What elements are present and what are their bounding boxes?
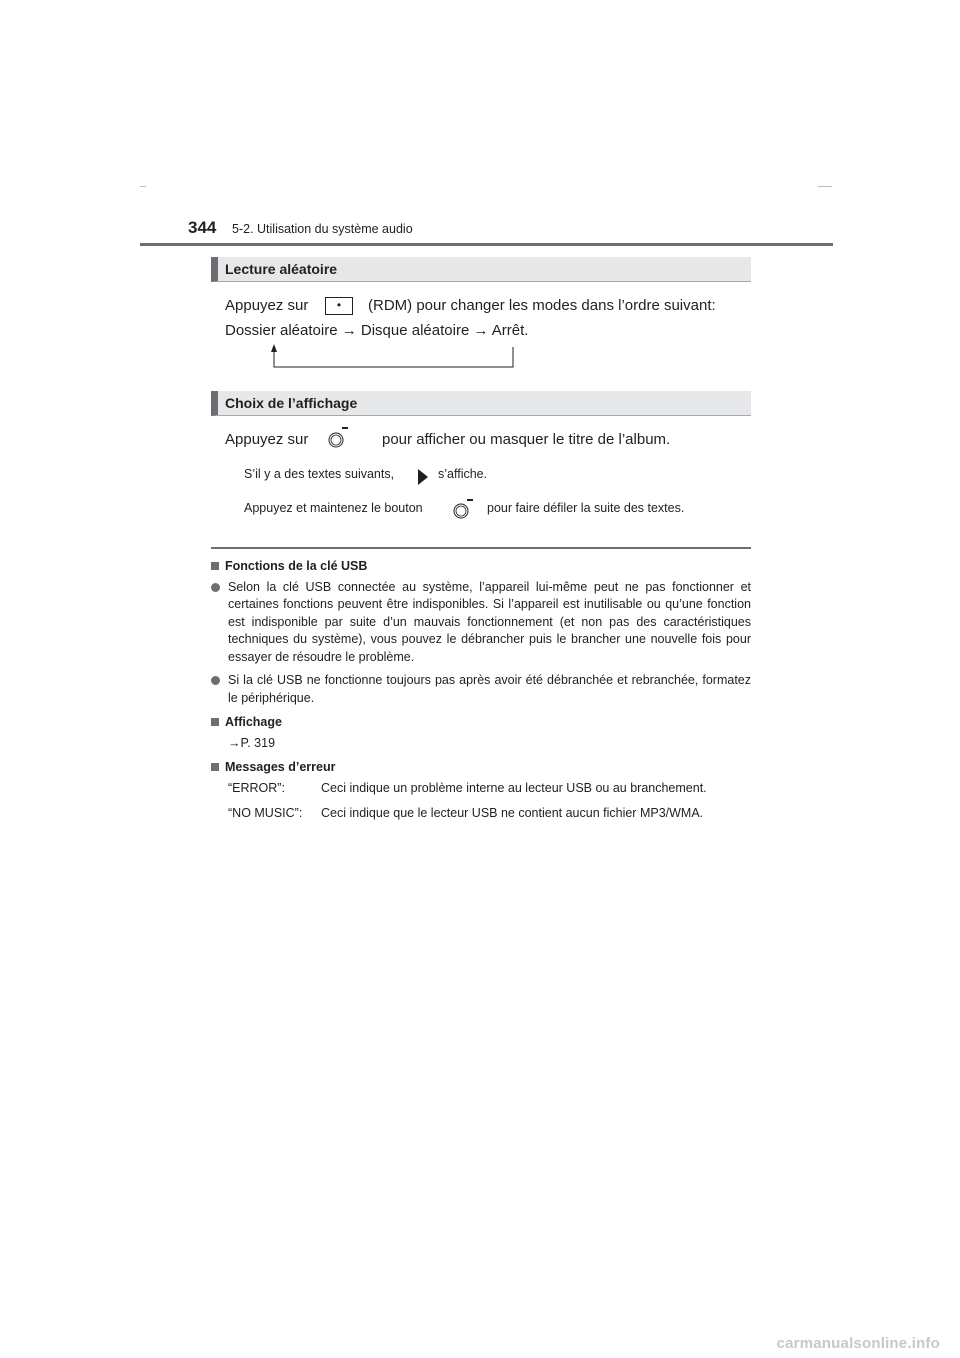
- knob-marker: [342, 427, 348, 429]
- error-code: “NO MUSIC”:: [228, 806, 303, 820]
- knob-marker-2: [467, 499, 473, 501]
- text-knob-icon: [328, 432, 344, 448]
- text-knob-icon-2: [453, 503, 469, 519]
- crop-mark-right: [818, 186, 832, 187]
- round-bullet-icon: [211, 583, 220, 592]
- section-heading-random-play: [211, 257, 751, 282]
- section-title: Choix de l’affichage: [225, 395, 358, 411]
- section-heading-display-choice: [211, 391, 751, 416]
- rdm-key-icon: [325, 297, 353, 315]
- rdm-key-label: •: [336, 298, 342, 312]
- square-bullet-icon: [211, 562, 219, 570]
- note-bullet-usb-1: Selon la clé USB connectée au système, l’appareil lui-même peut ne pas fonctionner et certaines fonctions peuvent être indisponibles. Si l’appareil est inutilisable ou qu’une fonction est indisponible par suite d’un mauvais fonctionnement (et non pas des caractéristiques techniques du système), vous pouvez le débrancher puis le brancher une nouvelle fois pour essayer de résoudre le problème.: [211, 579, 751, 667]
- round-bullet-icon: [211, 676, 220, 685]
- error-description: Ceci indique que le lecteur USB ne contient aucun fichier MP3/WMA.: [321, 806, 704, 820]
- section-title: Lecture aléatoire: [225, 261, 338, 277]
- display-sub2-after: pour faire défiler la suite des textes.: [487, 501, 685, 515]
- note-bullet-usb-2: Si la clé USB ne fonctionne toujours pas après avoir été débranchée et rebranchée, formatez le périphérique.: [211, 672, 751, 707]
- display-line1-before: Appuyez sur: [225, 431, 309, 448]
- display-sub2-before: Appuyez et maintenez le bouton: [244, 501, 423, 515]
- page-number: 344: [188, 218, 217, 237]
- crop-mark-left: [140, 186, 146, 187]
- notes-block: [211, 558, 751, 823]
- more-text-arrow-icon: [418, 469, 428, 485]
- error-row: [211, 780, 751, 798]
- display-sub1-before: S’il y a des textes suivants,: [244, 467, 395, 481]
- display-page-reference: →P. 319: [228, 735, 276, 750]
- header-rule: [140, 243, 833, 246]
- random-play-line2: Dossier aléatoire → Disque aléatoire → Arrêt.: [225, 322, 529, 339]
- notes-separator: [211, 547, 751, 549]
- display-sub1-after: s’affiche.: [438, 467, 488, 481]
- square-bullet-icon: [211, 718, 219, 726]
- error-row: [211, 805, 751, 823]
- note-heading-display: Affichage: [211, 714, 751, 732]
- error-code: “ERROR”:: [228, 780, 285, 795]
- running-head: 5-2. Utilisation du système audio: [232, 222, 413, 236]
- random-play-line1-before: Appuyez sur: [225, 297, 309, 314]
- note-heading-usb: Fonctions de la clé USB: [211, 558, 751, 576]
- watermark: carmanualsonline.info: [776, 1335, 940, 1352]
- display-line1-after: pour afficher ou masquer le titre de l’album.: [382, 431, 671, 448]
- error-description: Ceci indique un problème interne au lecteur USB ou au branchement.: [321, 780, 707, 795]
- note-heading-errors: Messages d’erreur: [211, 759, 751, 777]
- random-play-line1-after: (RDM) pour changer les modes dans l’ordre suivant:: [368, 297, 716, 314]
- square-bullet-icon: [211, 763, 219, 771]
- cycle-return-arrow-icon: [268, 343, 518, 373]
